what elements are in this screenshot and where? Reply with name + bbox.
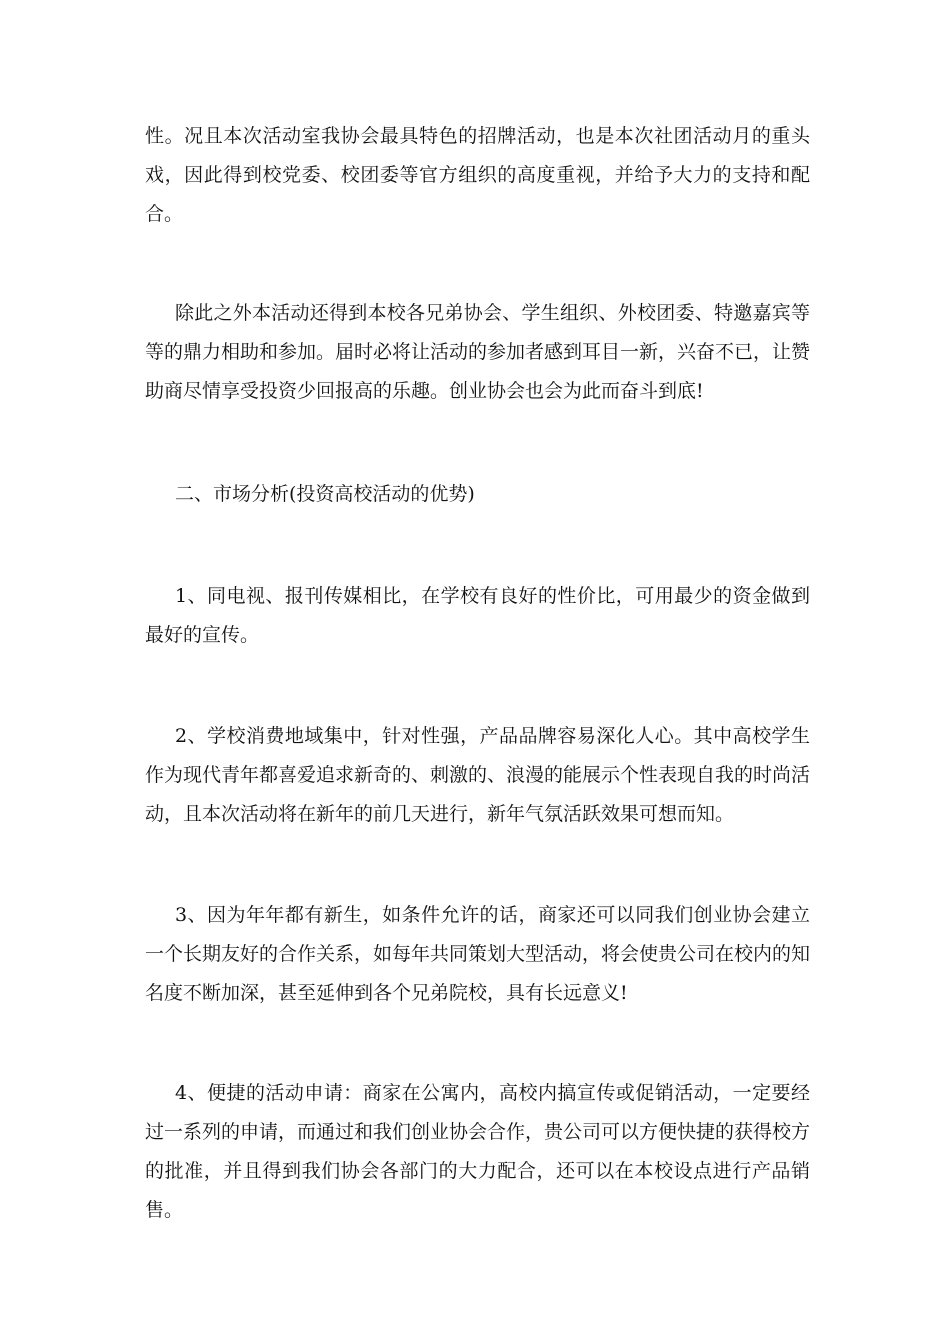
section-heading-market-analysis: 二、市场分析(投资高校活动的优势) [175, 483, 475, 505]
list-item-3: 3、因为年年都有新生，如条件允许的话，商家还可以同我们创业协会建立一个长期友好的合作关系，如每年共同策划大型活动，将会使贵公司在校内的知名度不断加深，甚至延伸到各个兄弟院校，具有长远意义! [145, 904, 811, 1004]
paragraph-support: 除此之外本活动还得到本校各兄弟协会、学生组织、外校团委、特邀嘉宾等等的鼎力相助和参加。届时必将让活动的参加者感到耳目一新，兴奋不已，让赞助商尽情享受投资少回报高的乐趣。创业协会也会为此而奋斗到底! [145, 302, 811, 402]
paragraph-continuation: 性。况且本次活动室我协会最具特色的招牌活动，也是本次社团活动月的重头戏，因此得到校党委、校团委等官方组织的高度重视，并给予大力的支持和配合。 [145, 125, 810, 225]
list-item-1: 1、同电视、报刊传媒相比，在学校有良好的性价比，可用最少的资金做到最好的宣传。 [145, 585, 810, 646]
list-item-2: 2、学校消费地域集中，针对性强，产品品牌容易深化人心。其中高校学生作为现代青年都喜爱追求新奇的、刺激的、浪漫的能展示个性表现自我的时尚活动，且本次活动将在新年的前几天进行，新年气氛活跃效果可想而知。 [145, 725, 811, 825]
list-item-4: 4、便捷的活动申请：商家在公寓内，高校内搞宣传或促销活动，一定要经过一系列的申请，而通过和我们创业协会合作，贵公司可以方便快捷的获得校方的批准，并且得到我们协会各部门的大力配合，还可以在本校设点进行产品销售。 [145, 1082, 811, 1221]
